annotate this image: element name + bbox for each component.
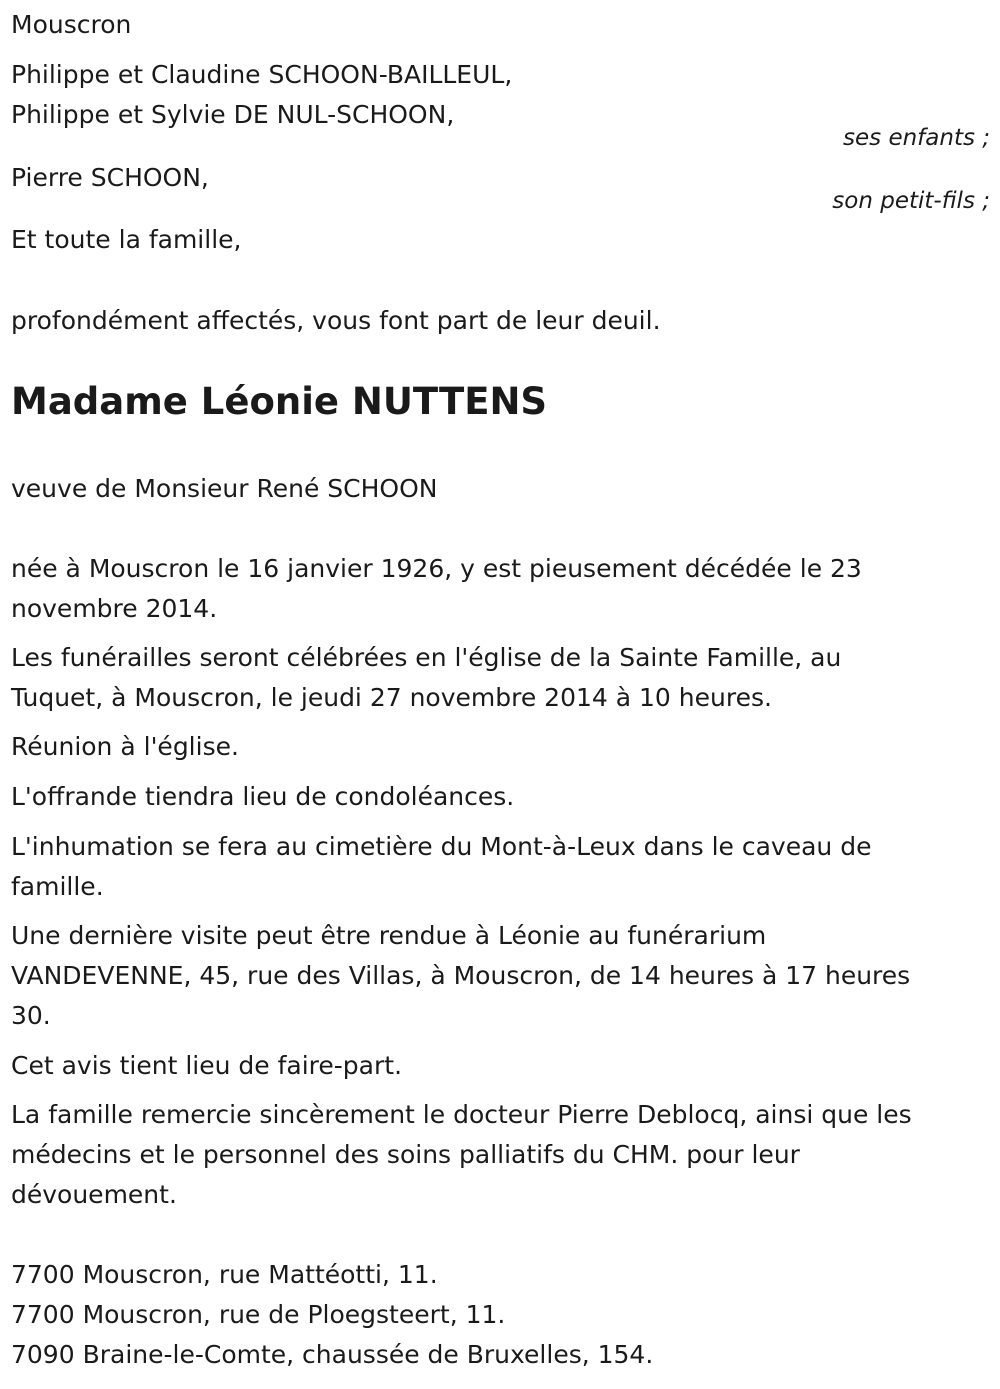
offering-line: L'offrande tiendra lieu de condoléances.: [11, 782, 515, 811]
thanks-line-3: dévouement.: [11, 1180, 177, 1209]
visit-line-3: 30.: [11, 1001, 51, 1030]
address-line-1: 7700 Mouscron, rue Mattéotti, 11.: [11, 1260, 438, 1289]
burial-line-2: famille.: [11, 872, 104, 901]
burial-line-1: L'inhumation se fera au cimetière du Mont-à-Leux dans le caveau de: [11, 832, 872, 861]
grandson-line: Pierre SCHOON,: [11, 163, 209, 192]
thanks-line-2: médecins et le personnel des soins palliatifs du CHM. pour leur: [11, 1140, 800, 1169]
announcement-line: profondément affectés, vous font part de leur deuil.: [11, 306, 661, 335]
funeral-line-2: Tuquet, à Mouscron, le jeudi 27 novembre 2014 à 10 heures.: [11, 683, 772, 712]
visit-line-2: VANDEVENNE, 45, rue des Villas, à Mouscron, de 14 heures à 17 heures: [11, 961, 911, 990]
funeral-line-1: Les funérailles seront célébrées en l'église de la Sainte Famille, au: [11, 643, 842, 672]
meeting-line: Réunion à l'église.: [11, 732, 239, 761]
address-line-2: 7700 Mouscron, rue de Ploegsteert, 11.: [11, 1300, 506, 1329]
children-role-label: ses enfants ;: [843, 125, 990, 151]
notice-line: Cet avis tient lieu de faire-part.: [11, 1051, 403, 1080]
visit-line-1: Une dernière visite peut être rendue à Léonie au funérarium: [11, 921, 767, 950]
family-children-line-1: Philippe et Claudine SCHOON-BAILLEUL,: [11, 60, 513, 89]
city-heading: Mouscron: [11, 10, 132, 39]
widow-of-line: veuve de Monsieur René SCHOON: [11, 474, 438, 503]
thanks-line-1: La famille remercie sincèrement le docteur Pierre Deblocq, ainsi que les: [11, 1100, 912, 1129]
grandson-role-label: son petit-fils ;: [832, 188, 990, 214]
birth-death-line-2: novembre 2014.: [11, 594, 218, 623]
birth-death-line-1: née à Mouscron le 16 janvier 1926, y est pieusement décédée le 23: [11, 554, 862, 583]
deceased-name: Madame Léonie NUTTENS: [11, 380, 548, 423]
address-line-3: 7090 Braine-le-Comte, chaussée de Bruxelles, 154.: [11, 1340, 654, 1369]
family-children-line-2: Philippe et Sylvie DE NUL-SCHOON,: [11, 100, 455, 129]
whole-family-line: Et toute la famille,: [11, 225, 242, 254]
